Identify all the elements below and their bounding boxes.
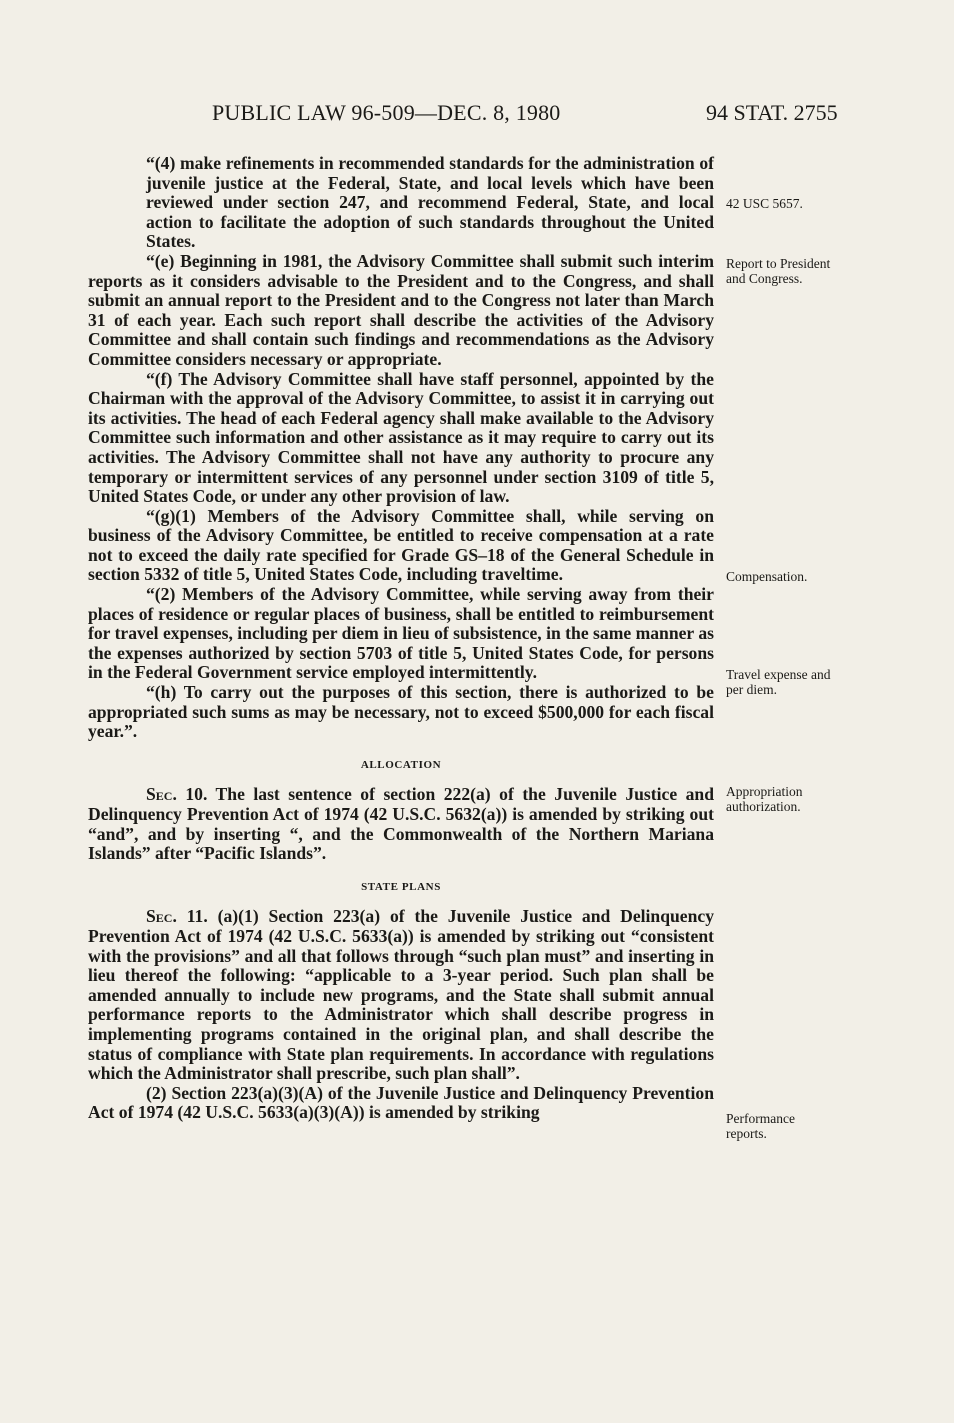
paragraph-f: “(f) The Advisory Committee shall have staff personnel, appointed by the Chairman with the approval of the Advisory Committee, to assist it in carrying out its activities. The head of each Federal agency shall make available to the Advisory Committee such information and other assistance as it may require to carry out its activities. The Advisory Committee shall not have any authority to procure any temporary or intermittent services of any personnel under section 3109 of title 5, United States Code, or under any other provision of law. <box>88 368 714 507</box>
paragraph-g2: “(2) Members of the Advisory Committee, while serving away from their places of residence or regular places of business, shall be entitled to reimbursement for travel expenses, including per diem in lieu of subsistence, in the same manner as the expenses authorized by section 5703 of title 5, United States Code, for persons in the Federal Government service employed intermittently. <box>88 584 714 683</box>
paragraph-e: “(e) Beginning in 1981, the Advisory Committee shall submit such interim reports as it considers advisable to the President and to the Congress, and shall submit an annual report to the President and to the Congress not later than March 31 of each year. Each such report shall describe the activities of the Advisory Committee and shall contain such findings and recommendations as the Advisory Committee considers necessary or appropriate. <box>88 250 714 369</box>
paragraph-g1: “(g)(1) Members of the Advisory Committee shall, while serving on business of the Advisory Committee, be entitled to receive compensation at a rate not to exceed the daily rate specified for Grade GS–18 of the General Schedule in section 5332 of title 5, United States Code, including traveltime. <box>88 505 714 585</box>
paragraph-4: “(4) make refinements in recommended standards for the administration of juvenile justice at the Federal, State, and local levels which have been reviewed under section 247, and recommend Federal, State, and local action to facilitate the adoption of such standards throughout the United States. <box>146 153 714 252</box>
section-10-text: The last sentence of section 222(a) of the Juvenile Justice and Delinquency Prevention Act of 1974 (42 U.S.C. 5632(a)) is amended by striking out “and”, and by inserting “, and the Commonwealth of the Northern Mariana Islands” after “Pacific Islands”. <box>88 784 714 864</box>
margin-note-performance: Performance reports. <box>726 1111 795 1141</box>
margin-note-appropriation: Appropriation authorization. <box>726 784 803 814</box>
running-header-title: PUBLIC LAW 96-509—DEC. 8, 1980 <box>212 100 561 125</box>
margin-note-usc: 42 USC 5657. <box>726 196 803 211</box>
section-11-text: (a)(1) Section 223(a) of the Juvenile Justice and Delinquency Prevention Act of 1974 (42 U.S.C. 5633(a)) is amended by striking out “consistent with the provisions” and all that follows through “such plan must” and inserting in lieu thereof the following: “applicable to a 3-year period. Such plan shall be amended annually to include new programs, and the State shall submit annual performance reports to the Administrator which shall describe progress in implementing programs contained in the original plan, and shall describe the status of compliance with State plan requirements. In accordance with regulations which the Administrator shall prescribe, such plan shall”. <box>88 906 714 1084</box>
heading-state-plans: STATE PLANS <box>361 880 441 893</box>
margin-note-compensation: Compensation. <box>726 569 808 584</box>
margin-note-report: Report to President and Congress. <box>726 256 831 286</box>
paragraph-2: (2) Section 223(a)(3)(A) of the Juvenile Justice and Delinquency Prevention Act of 1974 (42 U.S.C. 5633(a)(3)(A)) is amended by striking <box>88 1082 714 1123</box>
body-text <box>88 154 714 1123</box>
section-11 <box>88 907 714 1083</box>
section-10-label: Sec. 10. <box>146 784 208 805</box>
running-header-stat: 94 STAT. 2755 <box>706 100 838 125</box>
section-10 <box>88 785 714 863</box>
section-11-label: Sec. 11. <box>146 906 208 927</box>
margin-note-travel: Travel expense and per diem. <box>726 667 831 697</box>
paragraph-h: “(h) To carry out the purposes of this section, there is authorized to be appropriated such sums as may be necessary, not to exceed $500,000 for each fiscal year.”. <box>88 682 714 742</box>
heading-allocation: ALLOCATION <box>360 758 442 771</box>
